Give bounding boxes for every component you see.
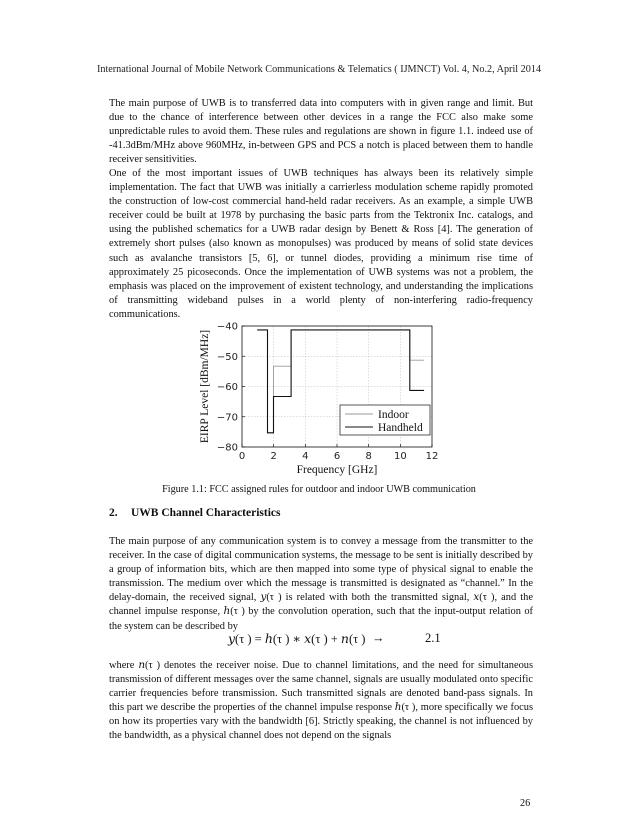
y-tick-label: −70 xyxy=(216,412,238,424)
equation-2-1 xyxy=(0,631,638,649)
journal-header: International Journal of Mobile Network Communications & Telematics ( IJMNCT) Vol. 4, No.2, April 2014 xyxy=(96,64,542,75)
paragraph-receiver-noise: where 𝑛(τ ) denotes the receiver noise. Due to channel limitations, and the need for simultaneous transmission of different messages over the same channel, signals are usually modulated onto specific carrier frequencies before transmission. Such transmitted signals are denoted band-pass signals. In this part we describe the properties of the channel impulse response ℎ(τ ), more specifically we focus on how its properties vary with the bandwidth [6]. Strictly speaking, the channel is not influenced by the bandwidth, as a physical channel does not depend on the signals xyxy=(109,660,533,742)
x-tick-label: 2 xyxy=(270,451,277,462)
chart-legend xyxy=(340,405,430,435)
x-axis-label: Frequency [GHz] xyxy=(296,464,378,476)
section-number: 2. xyxy=(109,507,118,519)
chart-ticks xyxy=(217,322,438,463)
legend-label-handheld: Handheld xyxy=(378,422,423,434)
equation-number: 2.1 xyxy=(425,631,441,645)
x-tick-label: 12 xyxy=(425,451,439,462)
y-tick-label: −60 xyxy=(216,382,238,393)
y-tick-label: −80 xyxy=(216,442,238,454)
x-tick-label: 10 xyxy=(393,451,407,462)
section-heading xyxy=(109,507,281,519)
legend-label-indoor: Indoor xyxy=(378,409,409,421)
paragraph-channel-intro: The main purpose of any communication system is to convey a message from the transmitter to the receiver. In the case of digital communication systems, the message to be sent is initially described by a group of information bits, which are then mapped into some type of physical signal to enable the transmission. The medium over which the message is transmitted is designated as “channel.” In the delay-domain, the received signal, 𝑦(τ ) is related with both the transmitted signal, 𝑥(τ ), and the channel impulse response, ℎ(τ ) by the convolution operation, such that the input-output relation of the system can be described by xyxy=(109,536,533,632)
paragraph-uwb-purpose: The main purpose of UWB is to transferred data into computers with in given range and limit. But due to the chance of interference between other devices in a range the FCC also make some unpredictable rules to avoid them. These rules and regulations are shown in figure 1.1. indeed use of -41.3dBm/MHz above 960MHz, in-between GPS and PCS a notch is placed between them to handle receiver sensitivities. xyxy=(109,98,533,166)
equation-expression: 𝑦(τ ) = ℎ(τ ) ∗ 𝑥(τ ) + 𝑛(τ ) xyxy=(228,632,366,646)
x-tick-label: 0 xyxy=(238,451,246,462)
x-tick-label: 8 xyxy=(365,451,372,462)
x-tick-label: 4 xyxy=(302,451,309,462)
fcc-emission-mask-chart xyxy=(196,316,446,476)
paragraph-uwb-implementation: One of the most important issues of UWB techniques has always been its relatively simple implementation. The fact that UWB was initially a carrierless modulation scheme rapidly promoted the construction of low-cost commercial hand-held radar receivers. As an example, a simple UWB receiver could be built at 1978 by purchasing the basic parts from the Tektronix Inc. catalogs, and using the published schematics for a UWB radar design by Benett & Ross [4]. The generation of extremely short pulses (also known as monopulses) was produced by means of solid state devices such as avalanche transistors [5, 6], or tunnel diodes, providing a minimum rise time of approximately 25 picoseconds. Once the implementation of UWB systems was not a problem, the emphasis was placed on the improvement of existent technology, and understanding the implications of transmitting wideband pulses in a world plenty of non-interfering radio-frequency communications. xyxy=(109,168,533,320)
page-number: 26 xyxy=(520,798,531,809)
y-tick-label: −40 xyxy=(216,321,238,333)
y-tick-label: −50 xyxy=(216,351,238,363)
figure-caption: Figure 1.1: FCC assigned rules for outdoor and indoor UWB communication xyxy=(162,484,476,495)
x-tick-label: 6 xyxy=(333,451,341,462)
section-title: UWB Channel Characteristics xyxy=(131,507,281,519)
y-axis-label: EIRP Level [dBm/MHz] xyxy=(199,329,211,444)
equation-arrow-icon: → xyxy=(372,631,385,645)
